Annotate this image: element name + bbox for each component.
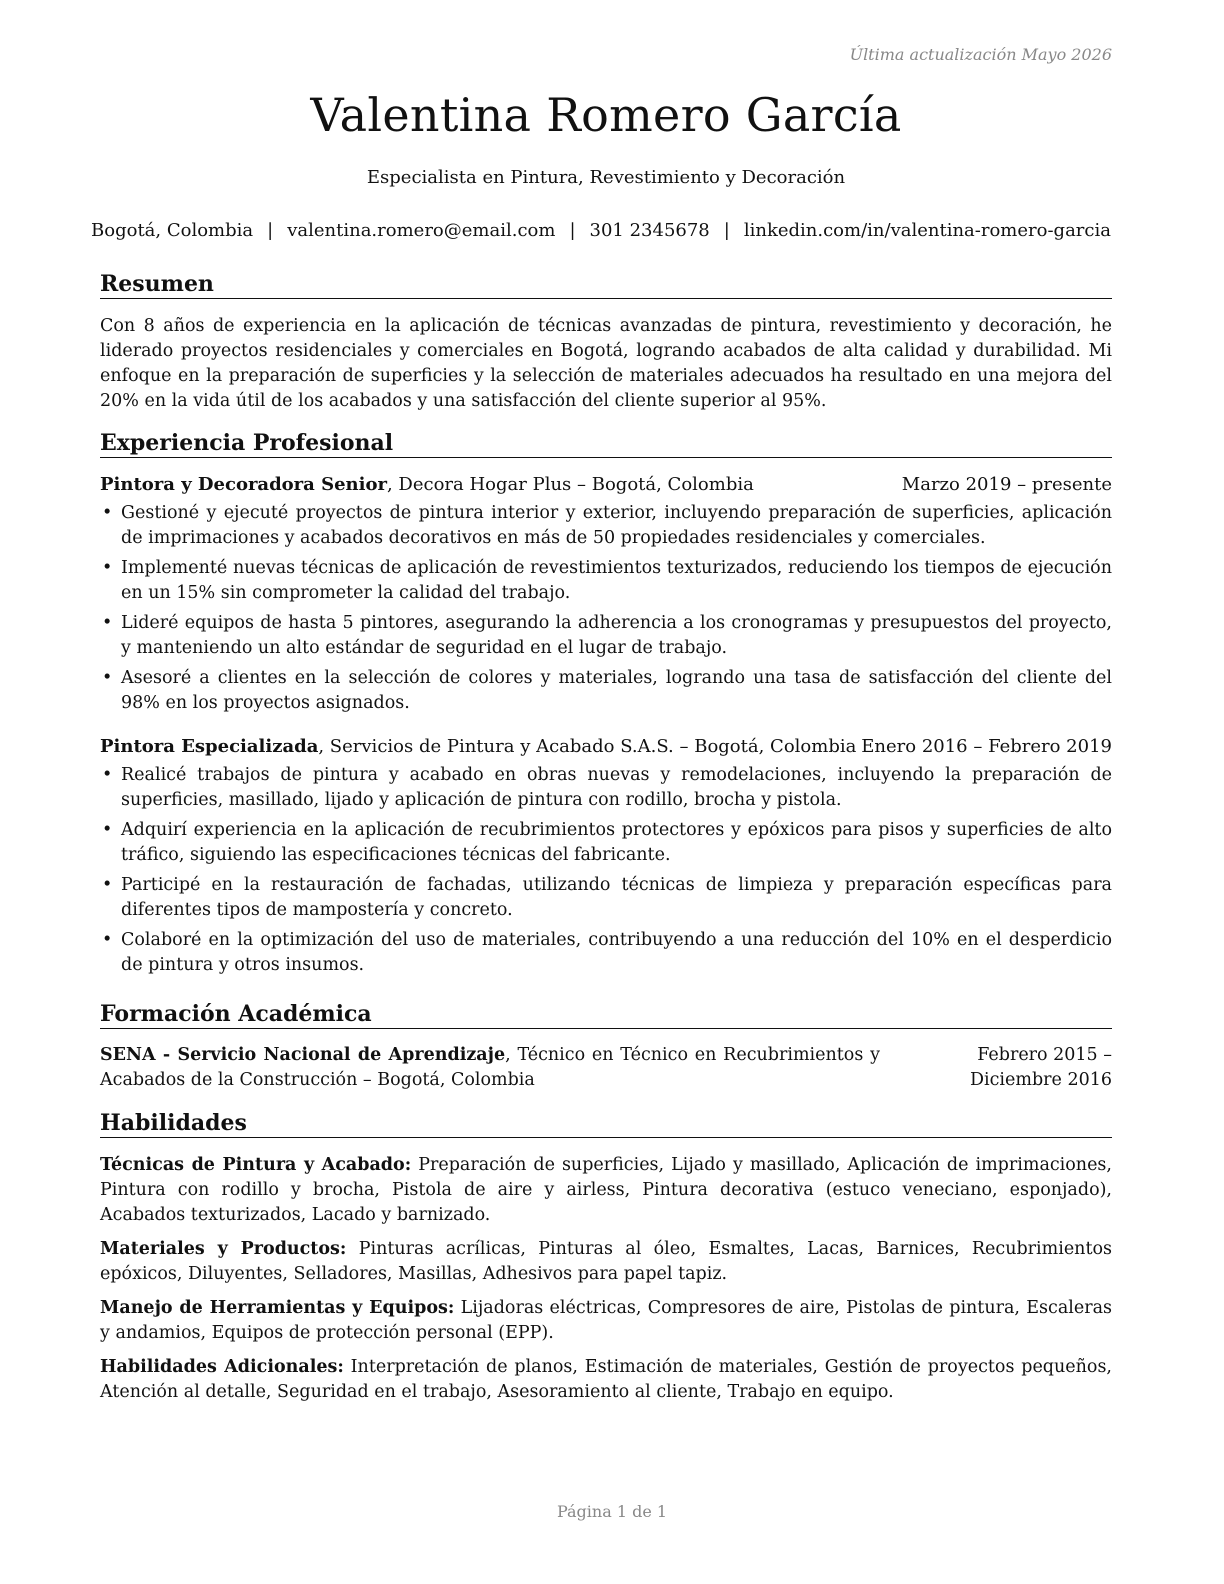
job-entry (100, 734, 1112, 978)
summary-section (100, 270, 1112, 414)
education-dates: Febrero 2015 – Diciembre 2016 (970, 1045, 1112, 1090)
job-title-company (100, 472, 754, 497)
list-item: • Adquirí experiencia en la aplicación de recubrimientos protectores y epóxicos para pisos y superficies de alto tráfico, siguiendo las especificaciones técnicas del fabricante. (102, 820, 1112, 865)
list-item: • Participé en la restauración de fachadas, utilizando técnicas de limpieza y preparación específicas para diferentes tipos de mampostería y concreto. (102, 875, 1112, 920)
skills-list (100, 1153, 1112, 1405)
section-title-experience: Experiencia Profesional (100, 429, 1112, 458)
job-company: , Servicios de Pintura y Acabado S.A.S. – Bogotá, Colombia (318, 736, 857, 757)
skill-group-items: Interpretación de planos, Estimación de materiales, Gestión de proyectos pequeños, Atención al detalle, Seguridad en el trabajo, Asesoramiento al cliente, Trabajo en equipo. (100, 1357, 1112, 1402)
bullet-icon: • (102, 875, 113, 895)
bullet-icon: • (102, 668, 113, 688)
list-item: • Colaboré en la optimización del uso de materiales, contribuyendo a una reducción del 10% en el desperdicio de pintura y otros insumos. (102, 930, 1112, 975)
contact-phone: 301 2345678 (589, 220, 710, 241)
summary-text: Con 8 años de experiencia en la aplicación de técnicas avanzadas de pintura, revestimiento y decoración, he liderado proyectos residenciales y comerciales en Bogotá, logrando acabados de alta calidad y durabilidad. Mi enfoque en la preparación de superficies y la selección de materiales adecuados ha resultado en una mejora del 20% en la vida útil de los acabados y una satisfacción del cliente superior al 95%. (100, 316, 1112, 411)
job-bullets (100, 501, 1112, 716)
job-header (100, 472, 1112, 497)
skill-group (100, 1237, 1112, 1287)
professional-headline: Especialista en Pintura, Revestimiento y Decoración (366, 167, 846, 188)
list-item: • Implementé nuevas técnicas de aplicación de revestimientos texturizados, reduciendo los tiempos de ejecución en un 15% sin comprometer la calidad del trabajo. (102, 558, 1112, 603)
skill-group-label: Técnicas de Pintura y Acabado: (100, 1155, 412, 1175)
skill-group-label: Materiales y Productos: (100, 1239, 347, 1259)
education-degree: , Técnico en Técnico en Recubrimientos y Acabados de la Construcción – Bogotá, Colombia (100, 1045, 880, 1090)
list-item: • Realicé trabajos de pintura y acabado en obras nuevas y remodelaciones, incluyendo la preparación de superficies, masillado, lijado y aplicación de pintura con rodillo, brocha y pistola. (102, 765, 1112, 810)
contact-location: Bogotá, Colombia (91, 220, 254, 241)
separator: | (569, 220, 576, 241)
section-title-summary: Resumen (100, 270, 1112, 299)
skills-section (100, 1109, 1112, 1414)
experience-section (100, 429, 1112, 983)
bullet-icon: • (102, 613, 113, 633)
separator: | (267, 220, 274, 241)
skill-group (100, 1153, 1112, 1228)
section-title-skills: Habilidades (100, 1109, 1112, 1138)
job-role: Pintora y Decoradora Senior (100, 474, 387, 495)
skill-group (100, 1296, 1112, 1346)
skill-group-label: Manejo de Herramientas y Equipos: (100, 1298, 455, 1318)
education-institution: SENA - Servicio Nacional de Aprendizaje (100, 1045, 506, 1065)
job-title-company (100, 734, 856, 759)
skill-group-items: Preparación de superficies, Lijado y masillado, Aplicación de imprimaciones, Pintura con rodillo y brocha, Pistola de aire y airless, Pintura decorativa (estuco veneciano, esponjado), Acabados texturizados, Lacado y barnizado. (100, 1155, 1112, 1225)
job-bullets (100, 763, 1112, 978)
skill-group-items: Pinturas acrílicas, Pinturas al óleo, Esmaltes, Lacas, Barnices, Recubrimientos epóxicos, Diluyentes, Selladores, Masillas, Adhesivos para papel tapiz. (100, 1239, 1112, 1284)
contact-email[interactable]: valentina.romero@email.com (287, 220, 556, 241)
bullet-icon: • (102, 820, 113, 840)
job-dates: Enero 2016 – Febrero 2019 (861, 736, 1112, 757)
education-details (100, 1043, 880, 1093)
job-dates: Marzo 2019 – presente (901, 474, 1112, 495)
section-title-education: Formación Académica (100, 1000, 1112, 1029)
contact-line (90, 220, 1112, 241)
bullet-icon: • (102, 930, 113, 950)
list-item: • Lideré equipos de hasta 5 pintores, asegurando la adherencia a los cronogramas y presupuestos del proyecto, y manteniendo un alto estándar de seguridad en el lugar de trabajo. (102, 613, 1112, 658)
separator: | (723, 220, 730, 241)
bullet-icon: • (102, 765, 113, 785)
skill-group (100, 1355, 1112, 1405)
bullet-icon: • (102, 503, 113, 523)
bullet-icon: • (102, 558, 113, 578)
job-header (100, 734, 1112, 759)
education-section (100, 1000, 1112, 1093)
education-entry (100, 1043, 1112, 1093)
contact-linkedin[interactable]: linkedin.com/in/valentina-romero-garcia (743, 220, 1111, 241)
job-role: Pintora Especializada (100, 736, 319, 757)
job-entry (100, 472, 1112, 716)
skill-group-items: Lijadoras eléctricas, Compresores de aire, Pistolas de pintura, Escaleras y andamios, Equipos de protección personal (EPP). (100, 1298, 1112, 1343)
job-company: , Decora Hogar Plus – Bogotá, Colombia (386, 474, 754, 495)
skill-group-label: Habilidades Adicionales: (100, 1357, 344, 1377)
list-item: • Gestioné y ejecuté proyectos de pintura interior y exterior, incluyendo preparación de superficies, aplicación de imprimaciones y acabados decorativos en más de 50 propiedades residenciales y comerciales. (102, 503, 1112, 548)
last-updated: Última actualización Mayo 2026 (849, 45, 1112, 64)
list-item: • Asesoré a clientes en la selección de colores y materiales, logrando una tasa de satisfacción del cliente del 98% en los proyectos asignados. (102, 668, 1112, 713)
page-number-footer: Página 1 de 1 (556, 1502, 668, 1521)
candidate-name: Valentina Romero García (310, 88, 902, 142)
